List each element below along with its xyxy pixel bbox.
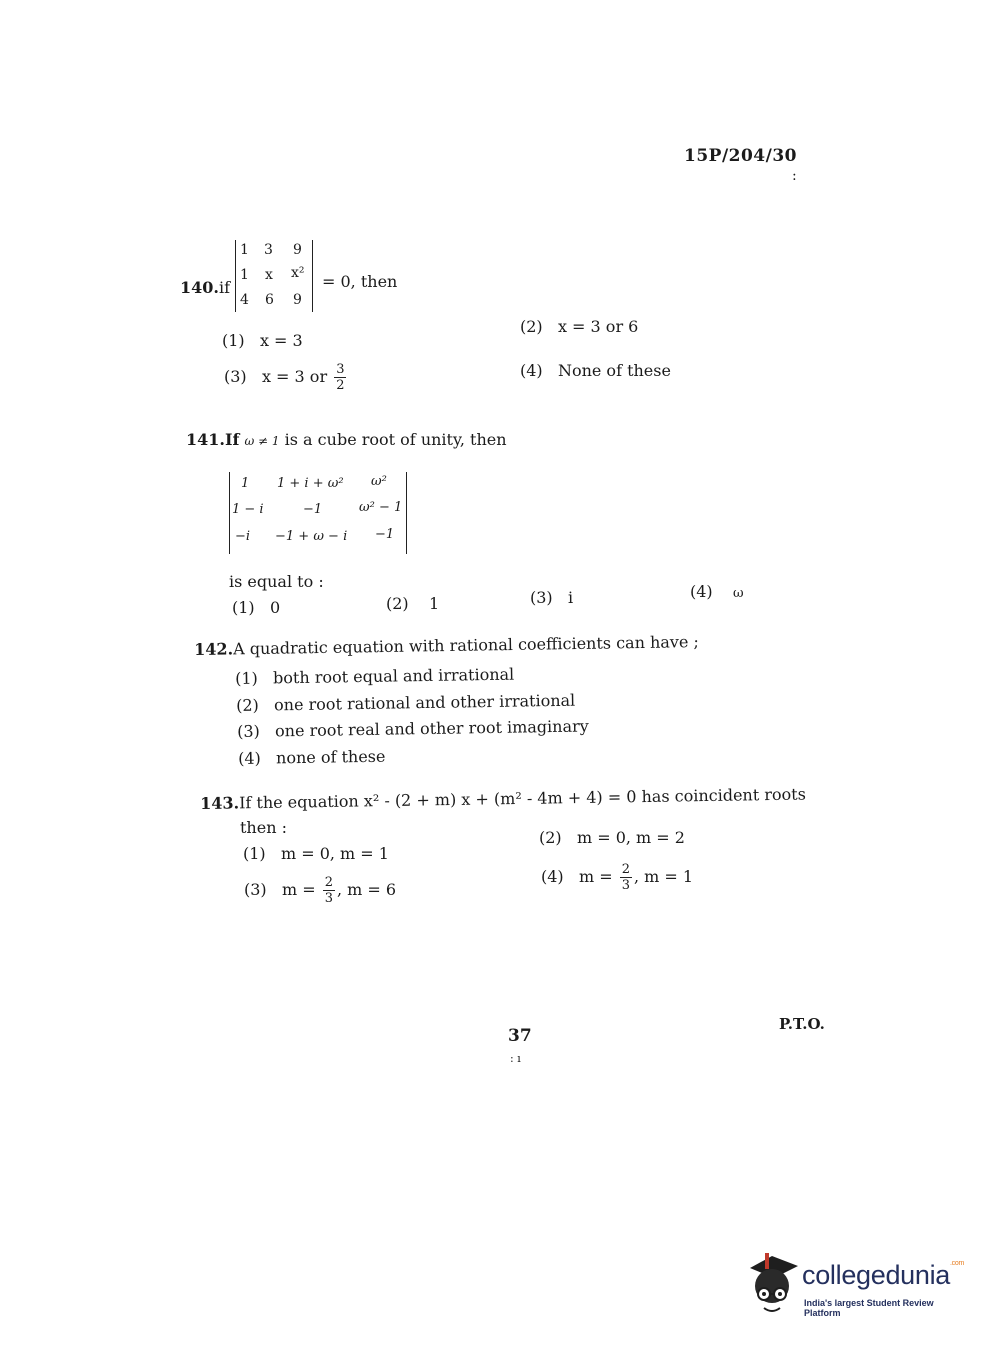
option-2	[520, 317, 638, 336]
option-text: i	[567, 588, 574, 607]
logo-tagline: India's largest Student Review Platform	[804, 1298, 934, 1318]
question-tail: = 0, then	[322, 272, 398, 291]
option-number: (3)	[244, 880, 267, 899]
option-number: (2)	[539, 828, 562, 847]
option-number: (4)	[541, 867, 564, 886]
option-4	[541, 862, 693, 893]
option-1	[235, 665, 514, 688]
collegedunia-logo	[742, 1250, 972, 1320]
option-1	[222, 331, 303, 350]
option-number: (3)	[237, 721, 260, 741]
option-text: m = 0, m = 2	[576, 828, 685, 847]
determinant-140	[235, 240, 315, 312]
option-text: m =	[281, 880, 316, 899]
question-text: A quadratic equation with rational coefficients can have ;	[232, 632, 699, 659]
question-number: 142.	[194, 639, 234, 659]
option-text: m =	[578, 867, 613, 886]
matrix-cell: 3	[264, 242, 273, 258]
option-number: (2)	[520, 317, 543, 336]
logo-suffix: .com	[950, 1260, 965, 1267]
option-text: x = 3 or	[261, 367, 328, 386]
option-text: one root rational and other irrational	[273, 690, 576, 715]
matrix-cell: −1 + ω − i	[275, 529, 348, 544]
fraction: $\frac{2}{3}$	[621, 862, 630, 893]
question-text: If the equation x² - (2 + m) x + (m² - 4m + 4) = 0 has coincident roots	[238, 784, 806, 813]
option-text: x = 3	[259, 331, 303, 350]
option-3	[530, 588, 573, 607]
option-text: 0	[269, 598, 281, 617]
pto-label: P.T.O.	[779, 1015, 825, 1033]
matrix-cell: 9	[293, 242, 302, 258]
matrix-cell: 6	[265, 292, 274, 308]
option-number: (1)	[243, 844, 266, 863]
option-number: (3)	[224, 367, 247, 386]
option-number: (1)	[222, 331, 245, 350]
option-text: ω	[733, 586, 744, 601]
header-mark: :	[792, 168, 797, 184]
option-text: None of these	[557, 361, 671, 380]
option-text: both root equal and irrational	[272, 664, 515, 688]
matrix-cell: −1	[303, 502, 323, 517]
matrix-cell: 1	[241, 476, 250, 491]
option-4	[238, 747, 386, 768]
matrix-cell: −1	[375, 527, 395, 542]
option-number: (4)	[520, 361, 543, 380]
option-3	[244, 875, 396, 906]
page-number: 37	[508, 1026, 532, 1046]
option-1	[243, 844, 389, 863]
option-1	[232, 598, 280, 617]
question-text: is a cube root of unity, then	[284, 430, 507, 449]
logo-name: collegedunia	[802, 1260, 951, 1290]
option-text: , m = 1	[633, 867, 694, 886]
matrix-cell: 1	[240, 267, 249, 283]
mascot-icon	[742, 1250, 802, 1318]
option-number: (1)	[235, 668, 258, 688]
option-text: m = 0, m = 1	[280, 844, 389, 863]
option-4	[690, 582, 744, 601]
question-number: 143.	[200, 793, 240, 813]
option-text: 1	[429, 594, 440, 613]
matrix-cell: 1	[240, 242, 249, 258]
equal-to-text: is equal to :	[229, 572, 324, 591]
fraction: $\frac{2}{3}$	[324, 875, 333, 906]
footer-mark: : ı	[510, 1052, 521, 1065]
matrix-cell: 4	[240, 292, 249, 308]
option-3	[237, 716, 589, 741]
option-2	[386, 594, 439, 613]
option-number: (2)	[386, 594, 409, 613]
matrix-cell: ω² − 1	[359, 500, 403, 515]
omega-condition: ω ≠ 1	[244, 434, 280, 448]
option-text: x = 3 or 6	[557, 317, 639, 336]
option-2	[236, 691, 575, 715]
option-text: , m = 6	[336, 880, 397, 899]
option-number: (3)	[530, 588, 553, 607]
option-number: (4)	[690, 582, 713, 601]
matrix-cell: −i	[235, 529, 251, 544]
matrix-cell: 1 + i + ω²	[277, 476, 344, 491]
option-text: one root real and other root imaginary	[274, 716, 589, 741]
question-lead: if	[218, 278, 231, 297]
option-3	[224, 362, 348, 393]
question-number: 140.	[180, 278, 219, 297]
option-number: (4)	[238, 748, 261, 768]
question-text-cont: then :	[240, 818, 287, 837]
option-number: (1)	[232, 598, 255, 617]
matrix-cell: ω²	[371, 474, 387, 489]
option-text: none of these	[275, 746, 386, 768]
matrix-cell: 9	[293, 292, 302, 308]
fraction: $\frac{3}{2}$	[336, 362, 345, 393]
option-4	[520, 361, 671, 380]
paper-code: 15P/204/30	[684, 146, 798, 166]
matrix-cell: x²	[291, 265, 305, 281]
option-number: (2)	[236, 695, 259, 715]
matrix-cell: x	[265, 267, 273, 283]
question-number: 141.	[186, 430, 225, 449]
matrix-cell: 1 − i	[232, 502, 264, 517]
determinant-141	[229, 472, 409, 554]
question-lead: If	[224, 430, 240, 449]
option-2	[539, 828, 685, 847]
